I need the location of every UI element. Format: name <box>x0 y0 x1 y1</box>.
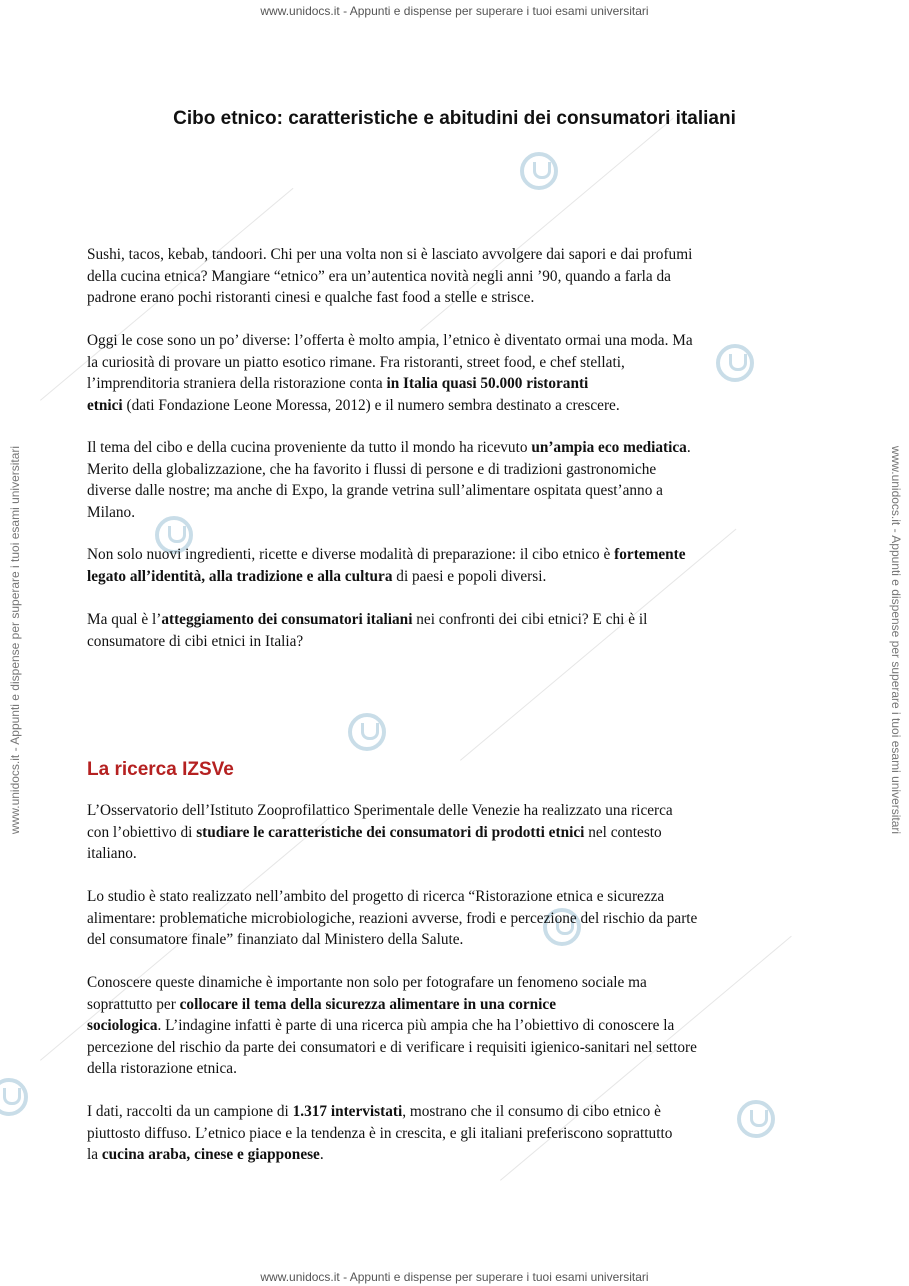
watermark-bottom: www.unidocs.it - Appunti e dispense per superare i tuoi esami universitari <box>260 1270 649 1284</box>
text-span: Sushi, tacos, kebab, tandoori. Chi per una volta non si è lasciato avvolgere dai sapori e dai profumi <box>87 246 693 263</box>
text-span: nei confronti dei cibi etnici? E chi è il <box>412 611 648 628</box>
intro-paragraph <box>87 330 822 416</box>
text-span: padrone erano pochi ristoranti cinesi e qualche fast food a stelle e strisce. <box>87 289 535 306</box>
bold-text: collocare il tema della sicurezza alimentare in una cornice <box>179 995 557 1013</box>
text-span: I dati, raccolti da un campione di <box>87 1103 293 1120</box>
text-span: diverse dalle nostre; ma anche di Expo, la grande vetrina sull’alimentare ospitata quest’anno a <box>87 482 663 499</box>
text-span: Merito della globalizzazione, che ha favorito i flussi di persone e di tradizioni gastronomiche <box>87 460 657 478</box>
unidocs-logo-icon <box>0 1078 28 1116</box>
text-span: percezione del rischio da parte dei consumatori e di verificare i requisiti igienico-sanitari nel settore <box>87 1038 697 1056</box>
text-span: italiano. <box>87 845 137 862</box>
bold-text: legato all’identità, alla tradizione e alla cultura <box>87 567 393 585</box>
text-span: Oggi le cose sono un po’ diverse: l’offerta è molto ampia, l’etnico è diventato ormai una moda. Ma <box>87 332 693 349</box>
bold-text: in Italia quasi 50.000 ristoranti <box>386 375 589 392</box>
section-paragraph <box>87 800 822 865</box>
text-span: Conoscere queste dinamiche è importante non solo per fotografare un fenomeno sociale ma <box>87 974 647 991</box>
watermark-right: www.unidocs.it - Appunti e dispense per superare i tuoi esami universitari <box>889 445 903 835</box>
intro-paragraph <box>87 437 822 523</box>
bold-text: un’ampia eco mediatica <box>531 439 687 456</box>
text-span: alimentare: problematiche microbiologiche, reazioni avverse, frodi e percezione del rischio da parte <box>87 909 698 927</box>
bold-text: atteggiamento dei consumatori italiani <box>161 611 413 628</box>
intro-paragraph <box>87 544 822 587</box>
text-span: consumatore di cibi etnici in Italia? <box>87 632 304 650</box>
text-span: Ma qual è l’ <box>87 611 162 628</box>
intro-paragraph <box>87 609 822 652</box>
text-span: Il tema del cibo e della cucina proveniente da tutto il mondo ha ricevuto <box>87 439 532 456</box>
watermark-top: www.unidocs.it - Appunti e dispense per superare i tuoi esami universitari <box>260 4 649 18</box>
bold-text: sociologica <box>87 1017 158 1034</box>
text-span: l’imprenditoria straniera della ristorazione conta <box>87 375 387 392</box>
text-span: Non solo nuovi ingredienti, ricette e diverse modalità di preparazione: il cibo etnico è <box>87 546 615 563</box>
text-span: . L’indagine infatti è parte di una ricerca più ampia che ha l’obiettivo di conoscere la <box>157 1017 675 1034</box>
text-span: soprattutto per <box>87 995 180 1013</box>
text-span: la <box>87 1146 102 1163</box>
text-span: nel contesto <box>584 823 662 841</box>
text-span: (dati Fondazione Leone Moressa, 2012) e il numero sembra destinato a crescere. <box>122 396 620 414</box>
bold-text: etnici <box>87 396 123 414</box>
intro-paragraph <box>87 244 822 309</box>
text-span: . <box>686 439 691 456</box>
text-span: piuttosto diffuso. L’etnico piace e la tendenza è in crescita, e gli italiani preferiscono soprattutto <box>87 1124 673 1142</box>
section-paragraph <box>87 886 822 951</box>
section-paragraph <box>87 972 822 1080</box>
section-paragraph <box>87 1101 822 1166</box>
text-span: della ristorazione etnica. <box>87 1060 237 1077</box>
text-span: di paesi e popoli diversi. <box>392 567 547 585</box>
text-span: della cucina etnica? Mangiare “etnico” era un’autentica novità negli anni ’90, quando a farla da <box>87 267 671 285</box>
text-span: con l’obiettivo di <box>87 823 197 841</box>
text-span: Lo studio è stato realizzato nell’ambito del progetto di ricerca “Ristorazione etnica e sicurezza <box>87 888 665 905</box>
text-span: L’Osservatorio dell’Istituto Zooprofilattico Sperimentale delle Venezie ha realizzato una ricerca <box>87 802 673 819</box>
bold-text: fortemente <box>614 546 686 563</box>
text-span: la curiosità di provare un piatto esotico rimane. Fra ristoranti, street food, e chef stellati, <box>87 353 625 371</box>
text-span: Milano. <box>87 503 136 521</box>
document-title: Cibo etnico: caratteristiche e abitudini dei consumatori italiani <box>173 108 736 129</box>
bold-text: 1.317 intervistati <box>292 1103 403 1120</box>
bold-text: cucina araba, cinese e giapponese <box>101 1146 320 1163</box>
text-span: del consumatore finale” finanziato dal Ministero della Salute. <box>87 931 464 948</box>
bold-text: studiare le caratteristiche dei consumatori di prodotti etnici <box>196 823 585 841</box>
section-heading: La ricerca IZSVe <box>87 759 234 780</box>
unidocs-logo-icon <box>520 152 558 190</box>
text-span: , mostrano che il consumo di cibo etnico è <box>402 1103 661 1120</box>
text-span: . <box>319 1146 324 1163</box>
watermark-left: www.unidocs.it - Appunti e dispense per superare i tuoi esami universitari <box>8 445 22 835</box>
unidocs-logo-icon <box>348 713 386 751</box>
